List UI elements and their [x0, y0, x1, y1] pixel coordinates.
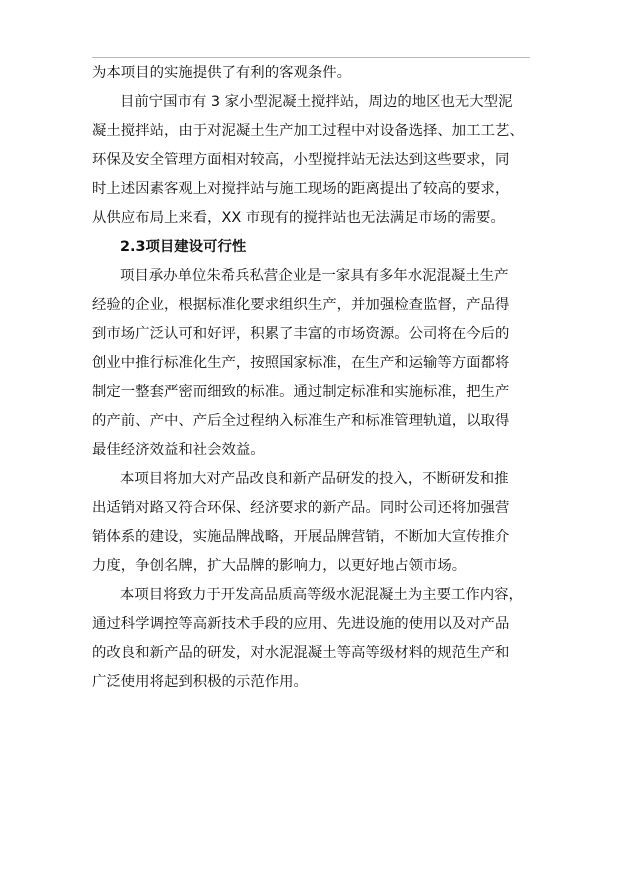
text-line: 力度，争创名牌，扩大品牌的影响力，以更好地占领市场。: [92, 558, 467, 574]
section-heading: 2.3项目建设可行性: [120, 239, 247, 255]
text-line: 到市场广泛认可和好评，积累了丰富的市场资源。公司将在今后的: [92, 326, 510, 342]
text-line: 最佳经济效益和社会效益。: [92, 442, 265, 458]
text-line: 出适销对路又符合环保、经济要求的新产品。同时公司还将加强营: [92, 500, 510, 516]
paragraph-start-line: 本项目将加大对产品改良和新产品研发的投入，不断研发和推: [120, 471, 509, 487]
text-line: 凝土搅拌站，由于对泥凝土生产加工过程中对设备选择、加工工艺、: [92, 123, 524, 139]
text-line: 广泛使用将起到积极的示范作用。: [92, 674, 308, 690]
paragraph-start-line: 目前宁国市有 3 家小型泥凝土搅拌站，周边的地区也无大型泥: [120, 94, 513, 110]
text-line: 经验的企业，根据标准化要求组织生产，并加强检查监督，产品得: [92, 297, 510, 313]
text-line: 创业中推行标准化生产，按照国家标准，在生产和运输等方面都将: [92, 355, 510, 371]
text-line: 时上述因素客观上对搅拌站与施工现场的距离提出了较高的要求，: [92, 181, 510, 197]
text-line: 从供应布局上来看，XX 市现有的搅拌站也无法满足市场的需要。: [92, 210, 505, 226]
text-line: 环保及安全管理方面相对较高，小型搅拌站无法达到这些要求，同: [92, 152, 510, 168]
paragraph-start-line: 本项目将致力于开发高品质高等级水泥混凝土为主要工作内容，: [120, 587, 523, 603]
header-rule: [92, 57, 530, 58]
body-text: [92, 59, 532, 697]
text-line: 通过科学调控等高新技术手段的应用、先进设施的使用以及对产品: [92, 616, 510, 632]
text-line: 销体系的建设，实施品牌战略，开展品牌营销，不断加大宣传推介: [92, 529, 510, 545]
text-line: 的改良和新产品的研发，对水泥混凝土等高等级材料的规范生产和: [92, 645, 510, 661]
text-line: 制定一整套严密而细致的标准。通过制定标准和实施标准，把生产: [92, 384, 510, 400]
paragraph-start-line: 项目承办单位朱希兵私营企业是一家具有多年水泥混凝土生产: [120, 268, 509, 284]
text-line: 为本项目的实施提供了有利的客观条件。: [92, 65, 352, 81]
text-line: 的产前、产中、产后全过程纳入标准生产和标准管理轨道，以取得: [92, 413, 510, 429]
